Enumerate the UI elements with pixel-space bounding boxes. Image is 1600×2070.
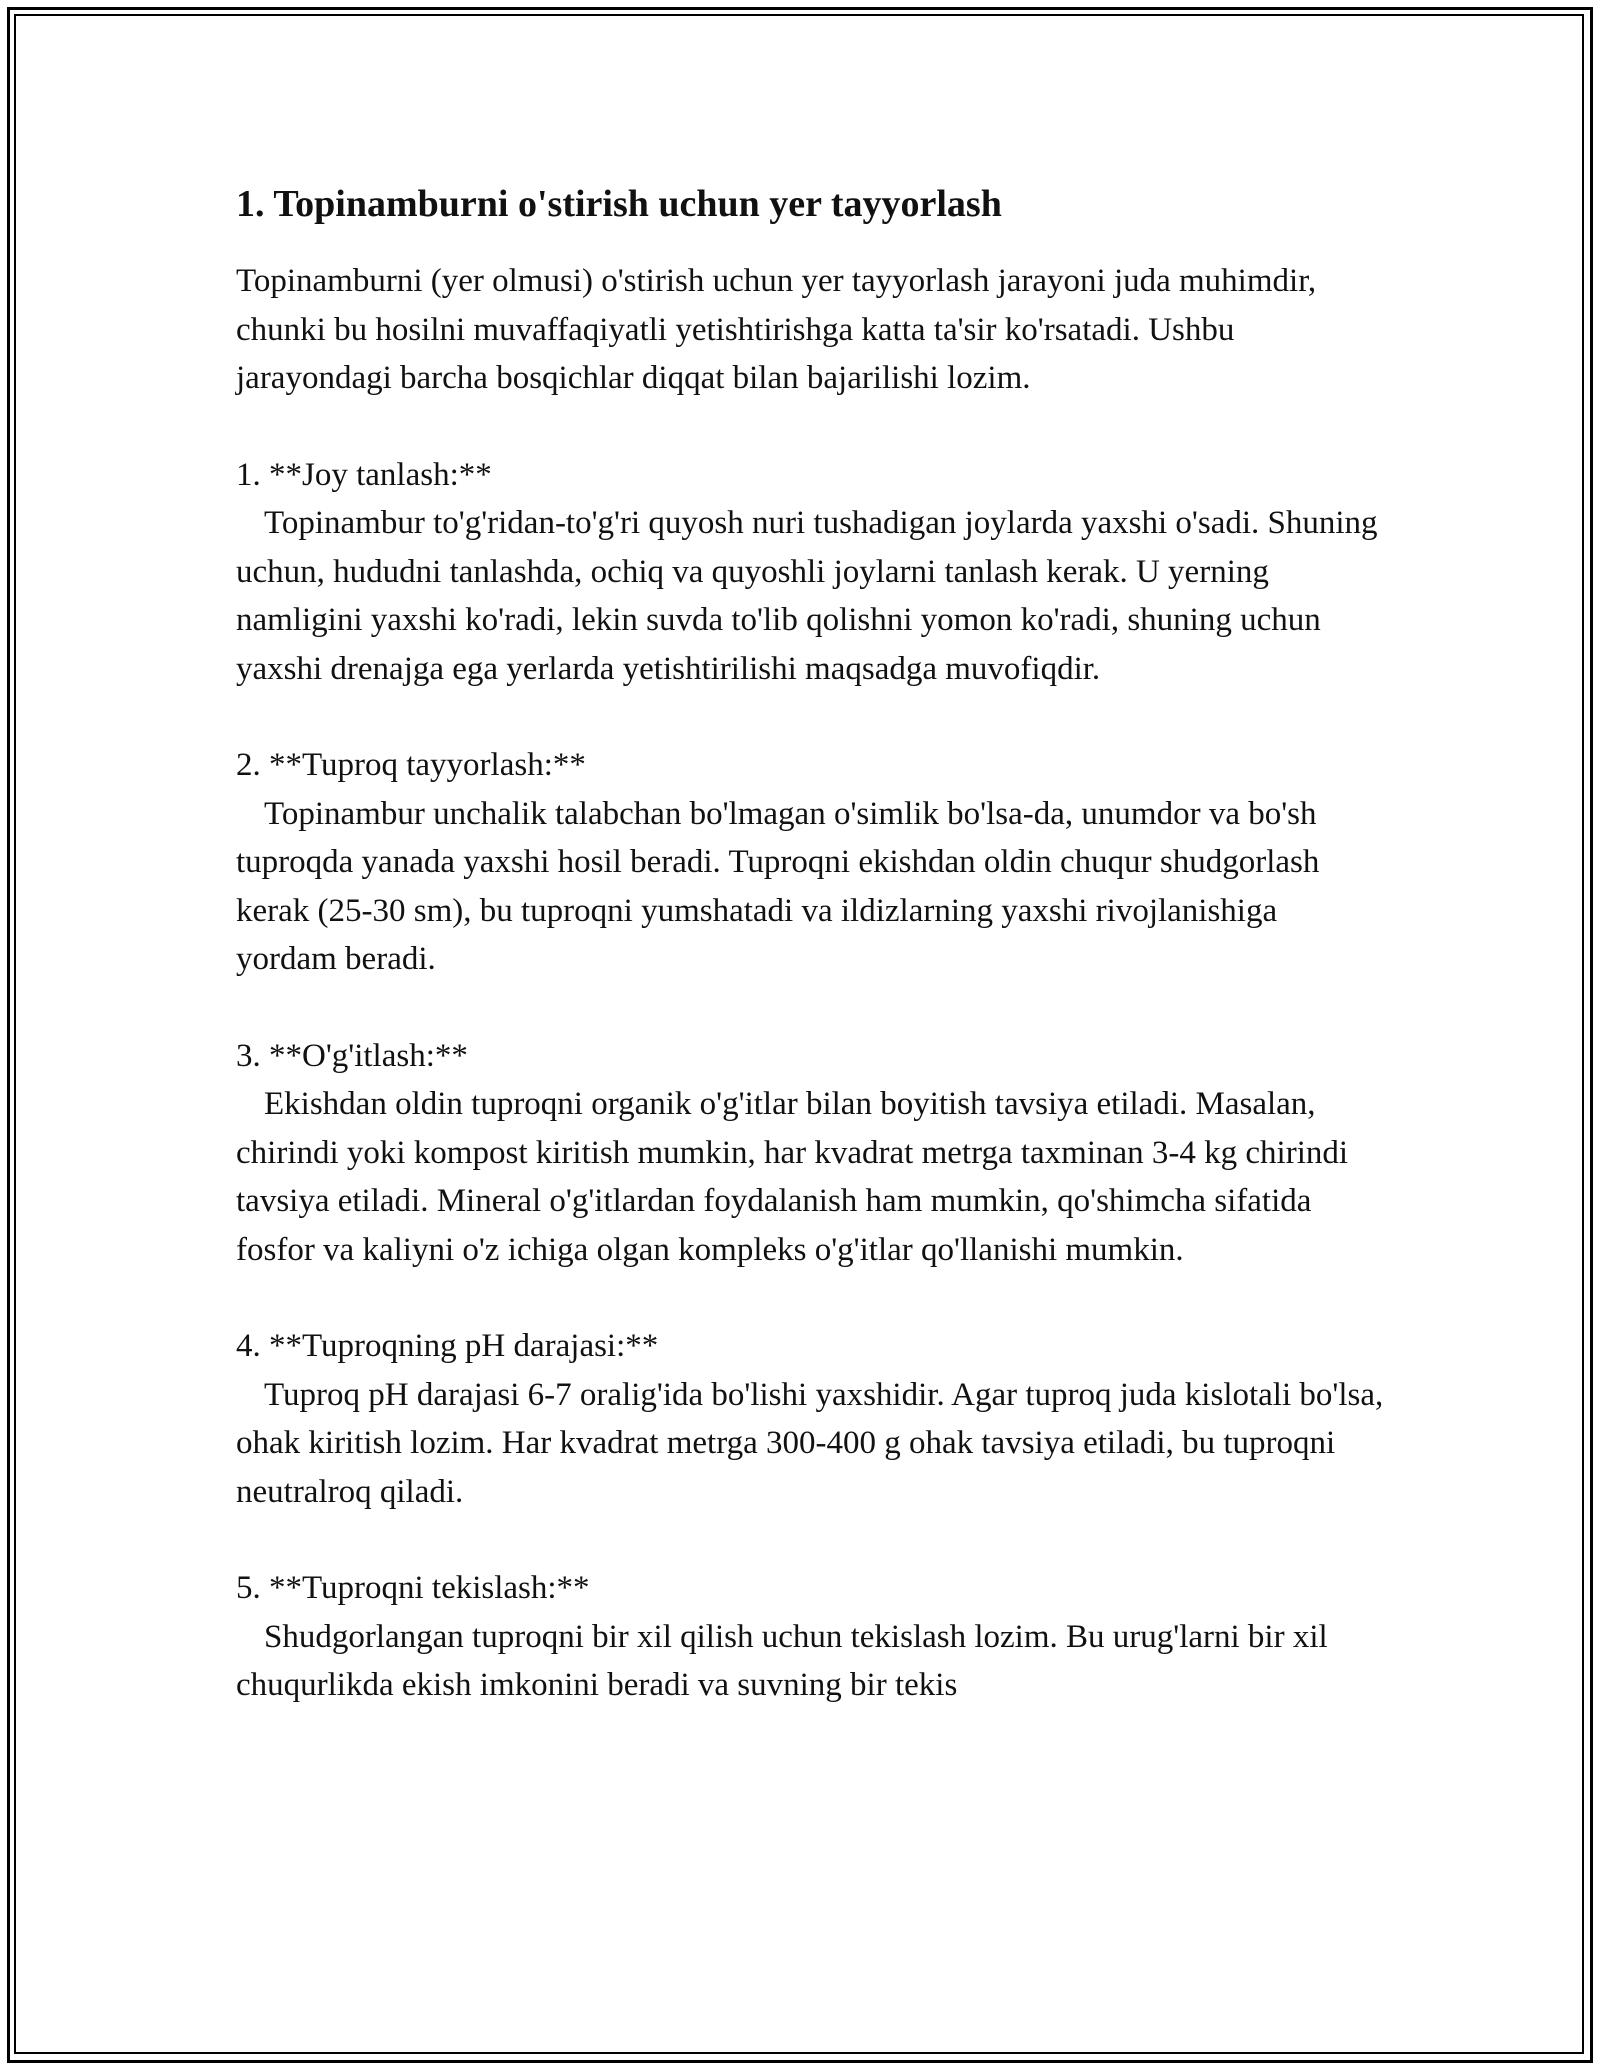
document-content	[236, 180, 1386, 1758]
section-heading: 1. **Joy tanlash:**	[236, 456, 492, 493]
section-body: Shudgorlangan tuproqni bir xil qilish uchun tekislash lozim. Bu urug'larni bir xil chuqurlikda ekish imkonini beradi va suvning bir tekis	[236, 1618, 1328, 1704]
section-body: Topinambur unchalik talabchan bo'lmagan o'simlik bo'lsa-da, unumdor va bo'sh tuproqda yanada yaxshi hosil beradi. Tuproqni ekishdan oldin chuqur shudgorlash kerak (25-30 sm), bu tuproqni yumshatadi va ildizlarning yaxshi rivojlanishiga yordam beradi.	[236, 795, 1320, 978]
section-joy-tanlash	[236, 451, 1386, 694]
section-heading: 2. **Tuproq tayyorlash:**	[236, 747, 586, 784]
section-heading: 5. **Tuproqni tekislash:**	[236, 1570, 590, 1607]
section-body: Tuproq pH darajasi 6-7 oralig'ida bo'lishi yaxshidir. Agar tuproq juda kislotali bo'lsa, ohak kiritish lozim. Har kvadrat metrga 300-400 g ohak tavsiya etiladi, bu tuproqni neutralroq qiladi.	[236, 1376, 1384, 1510]
document-title: 1. Topinamburni o'stirish uchun yer tayyorlash	[236, 183, 1002, 225]
section-tuproq-tayyorlash	[236, 741, 1386, 984]
intro-paragraph: Topinamburni (yer olmusi) o'stirish uchun yer tayyorlash jarayoni juda muhimdir, chunki bu hosilni muvaffaqiyatli yetishtirishga katta ta'sir ko'rsatadi. Ushbu jarayondagi barcha bosqichlar diqqat bilan bajarilishi lozim.	[236, 263, 1317, 397]
section-body: Ekishdan oldin tuproqni organik o'g'itlar bilan boyitish tavsiya etiladi. Masalan, chirindi yoki kompost kiritish mumkin, har kvadrat metrga taxminan 3-4 kg chirindi tavsiya etiladi. Mineral o'g'itlardan foydalanish ham mumkin, qo'shimcha sifatida fosfor va kaliyni o'z ichiga olgan kompleks o'g'itlar qo'llanishi mumkin.	[236, 1086, 1349, 1268]
section-body: Topinambur to'g'ridan-to'g'ri quyosh nuri tushadigan joylarda yaxshi o'sadi. Shuning uchun, hududni tanlashda, ochiq va quyoshli joylarni tanlash kerak. U yerning namligini yaxshi ko'radi, lekin suvda to'lib qolishni yomon ko'radi, shuning uchun yaxshi drenajga ega yerlarda yetishtirilishi maqsadga muvofiqdir.	[236, 505, 1378, 687]
section-ogitlash	[236, 1032, 1386, 1275]
section-heading: 4. **Tuproqning pH darajasi:**	[236, 1328, 659, 1365]
section-heading: 3. **O'g'itlash:**	[236, 1037, 468, 1074]
section-tekislash	[236, 1564, 1386, 1710]
section-ph-darajasi	[236, 1322, 1386, 1516]
